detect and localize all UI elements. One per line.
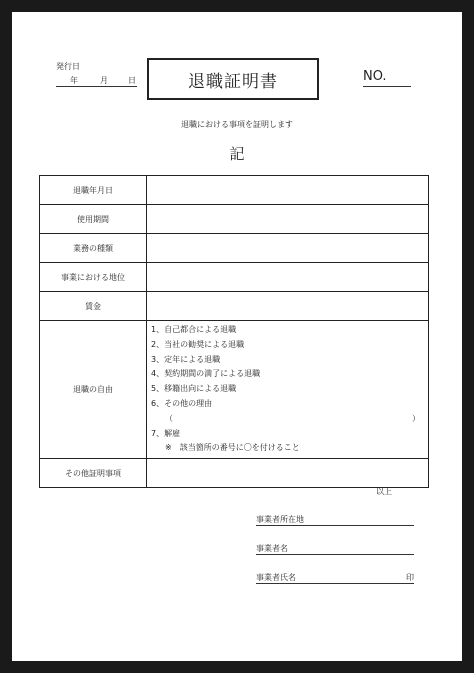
row-label: その他証明事項 <box>40 459 147 488</box>
row-label: 業務の種類 <box>40 234 147 263</box>
document-number-field[interactable]: NO. <box>363 69 411 87</box>
reason-item[interactable]: 3、定年による退職 <box>151 354 221 364</box>
other-reason-input[interactable] <box>151 412 428 427</box>
business-name-field[interactable] <box>256 543 414 555</box>
row-label: 事業における地位 <box>40 263 147 292</box>
reason-label: 退職の自由 <box>40 321 147 459</box>
row-label: 賃金 <box>40 292 147 321</box>
year-label: 年 <box>70 76 78 85</box>
row-label: 退職年月日 <box>40 176 147 205</box>
retirement-date-input[interactable] <box>147 176 429 205</box>
reason-item[interactable]: 5、移籍出向による退職 <box>151 384 237 394</box>
table-row <box>40 292 429 321</box>
row-label: 使用期間 <box>40 205 147 234</box>
month-label: 月 <box>100 76 108 85</box>
intro-text: 退職における事項を証明します <box>181 120 293 129</box>
day-label: 日 <box>128 76 136 85</box>
reason-item[interactable]: 2、当社の勧奨による退職 <box>151 339 245 349</box>
issue-date-label: 発行日 <box>56 62 80 71</box>
ki-heading: 記 <box>229 145 245 163</box>
reason-item[interactable]: 7、解雇 <box>151 428 181 438</box>
business-person-field[interactable] <box>256 572 414 584</box>
reason-item[interactable]: 1、自己都合による退職 <box>151 325 237 334</box>
business-address-field[interactable] <box>256 514 414 526</box>
closing-mark: 以上 <box>376 487 392 496</box>
reason-list <box>147 321 429 459</box>
reason-note: ※ 該当箇所の番号に〇を付けること <box>165 443 300 453</box>
seal-mark: 印 <box>406 573 414 582</box>
issue-date-field[interactable] <box>56 75 137 87</box>
table-row <box>40 263 429 292</box>
table-row <box>40 321 429 459</box>
business-name-label: 事業者名 <box>256 544 288 553</box>
position-input[interactable] <box>147 263 429 292</box>
table-row <box>40 459 429 488</box>
document-title: 退職証明書 <box>147 58 319 100</box>
table-row <box>40 234 429 263</box>
business-address-label: 事業者所在地 <box>256 515 304 524</box>
document-page <box>12 12 462 661</box>
wage-input[interactable] <box>147 292 429 321</box>
reason-item[interactable]: 4、契約期間の満了による退職 <box>151 369 261 379</box>
paren-close: ） <box>412 413 420 423</box>
certificate-table <box>39 175 429 488</box>
job-type-input[interactable] <box>147 234 429 263</box>
table-row <box>40 176 429 205</box>
employment-period-input[interactable] <box>147 205 429 234</box>
other-certification-input[interactable] <box>147 459 429 488</box>
paren-open: （ <box>165 413 173 423</box>
business-person-label: 事業者氏名 <box>256 573 296 582</box>
table-row <box>40 205 429 234</box>
reason-item[interactable]: 6、その他の理由 <box>151 398 213 408</box>
